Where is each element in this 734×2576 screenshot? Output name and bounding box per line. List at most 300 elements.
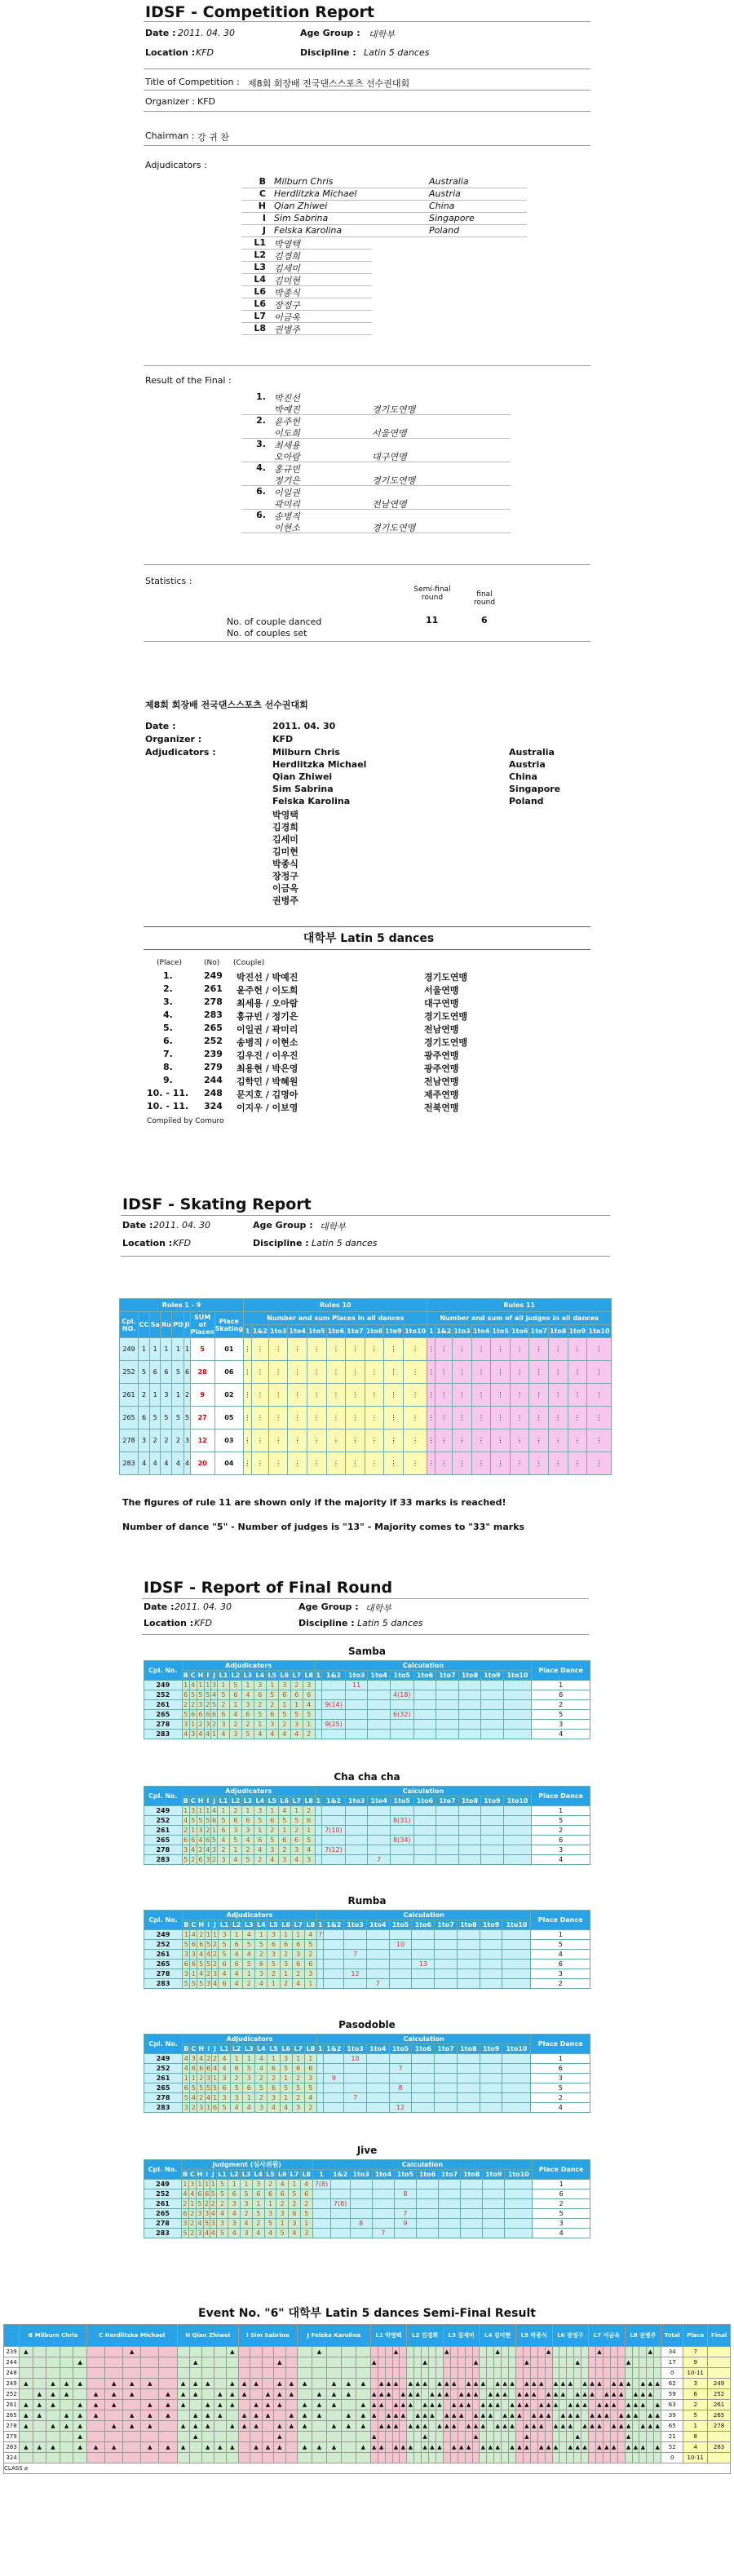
calc-cell <box>312 2229 330 2238</box>
rule11-cell: ⋮ <box>471 1452 491 1475</box>
mark: 1 <box>268 2054 280 2064</box>
mark: 5 <box>276 2229 289 2238</box>
semi-mark <box>20 2453 33 2463</box>
semi-mark: ▲ <box>341 2410 356 2421</box>
semi-mark <box>523 2453 530 2463</box>
semi-mark: ▲ <box>274 2357 285 2368</box>
semi-mark <box>238 2400 250 2410</box>
mark: 5 <box>197 1690 205 1700</box>
semi-mark <box>46 2453 60 2463</box>
mark: 1 <box>280 1930 292 1940</box>
semi-mark <box>407 2410 414 2421</box>
semi-mark: ▲ <box>177 2442 189 2453</box>
semi-mark <box>414 2357 422 2368</box>
mark: 4 <box>212 1980 218 1987</box>
semi-mark <box>509 2453 516 2463</box>
calc-col: 1to9 <box>480 2044 502 2054</box>
semi-mark <box>226 2432 238 2442</box>
semi-mark <box>632 2453 639 2463</box>
calc-cell: 7(12) <box>322 1845 346 1855</box>
semi-mark <box>250 2347 262 2357</box>
semi-place: 6 <box>683 2389 708 2400</box>
rule11-cell: ⋮ <box>510 1452 529 1475</box>
mark: 5 <box>254 1710 266 1720</box>
cpl-no: 278 <box>144 1720 183 1730</box>
calc-col: 1 <box>317 1921 323 1929</box>
calc-cell <box>436 1836 458 1845</box>
mark: 1 <box>304 2054 316 2064</box>
mark: 6 <box>205 2190 210 2198</box>
calc-cell <box>481 1710 503 1720</box>
semi-mark: ▲ <box>238 2389 250 2400</box>
mark: 1 <box>205 2181 210 2188</box>
rule10-cell: ⋮ <box>346 1338 365 1361</box>
rule11-cell: ⋮ <box>529 1407 549 1429</box>
calc-col: 1to10 <box>502 1920 531 1930</box>
mark: 4 <box>197 1730 205 1739</box>
mark: 2 <box>280 1950 292 1960</box>
semi-mark <box>274 2453 285 2463</box>
rule10-cell: ⋮ <box>403 1338 427 1361</box>
semi-mark: ▲ <box>141 2410 159 2421</box>
semi-mark: ▲ <box>494 2379 502 2389</box>
adj-code: H <box>198 1921 205 1929</box>
mark: 4 <box>218 1969 230 1979</box>
semi-mark <box>385 2400 392 2410</box>
mark: 3 <box>183 1969 190 1979</box>
calc-col: 1to5 <box>389 1920 412 1930</box>
semi-mark: ▲ <box>647 2410 654 2421</box>
subcol-header: 1to5 <box>491 1325 511 1338</box>
semi-mark <box>177 2432 189 2442</box>
semi-mark <box>487 2347 494 2357</box>
dance-table <box>144 2034 590 2113</box>
rule11-cell: ⋮ <box>491 1429 511 1452</box>
semi-cpl-no: 252 <box>4 2389 20 2400</box>
rule-11-header: Rules 11 <box>427 1299 612 1312</box>
calc-col: 1to8 <box>458 1671 480 1681</box>
semi-mark <box>545 2379 552 2389</box>
dance-title: Cha cha cha <box>334 1771 400 1783</box>
semi-cpl-no: 279 <box>4 2432 20 2442</box>
rule10-cell: ⋮ <box>365 1384 384 1407</box>
semi-mark: ▲ <box>458 2400 465 2410</box>
mark: 6 <box>183 2210 188 2217</box>
semi-mark <box>639 2453 647 2463</box>
rule11-cell: ⋮ <box>453 1384 472 1407</box>
semi-mark <box>443 2368 450 2379</box>
semi-mark: ▲ <box>610 2421 617 2432</box>
semi-mark <box>407 2368 414 2379</box>
calc-cell: 8 <box>350 2219 372 2229</box>
judge-header: C Herdlitzka Michael <box>86 2325 177 2347</box>
semi-mark <box>487 2368 494 2379</box>
place-dance: 6 <box>532 1690 590 1700</box>
adj-code: L6 <box>280 2044 292 2054</box>
semi-mark <box>530 2432 537 2442</box>
subcol-header: 1to6 <box>510 1325 529 1338</box>
mark: 6 <box>229 1690 241 1700</box>
final-row <box>144 1930 590 1940</box>
mark: 1 <box>228 2180 241 2189</box>
cpl-no: 278 <box>144 1969 183 1979</box>
dance-place: 2 <box>184 1384 190 1407</box>
calc-cell <box>457 2074 480 2083</box>
rule11-cell: ⋮ <box>427 1452 436 1475</box>
calc-cell <box>368 1836 390 1845</box>
semi-mark: ▲ <box>159 2389 177 2400</box>
mark: 3 <box>191 2055 196 2062</box>
adj-code: B <box>184 1921 189 1929</box>
summary-result-row: 8. 279 최용현 / 박은영 광주연맹 <box>163 1062 459 1074</box>
mark: 5 <box>278 1816 290 1826</box>
semi-mark <box>341 2442 356 2453</box>
calc-col: 1to6 <box>412 2044 435 2054</box>
rule10-cell: ⋮ <box>326 1452 346 1475</box>
rule10-cell: ⋮ <box>307 1384 327 1407</box>
place-dance: 1 <box>531 2054 590 2064</box>
semi-mark <box>385 2432 392 2442</box>
mark: 1 <box>268 1979 280 1989</box>
semi-mark <box>610 2410 617 2421</box>
semi-mark: ▲ <box>567 2442 574 2453</box>
calculation-header: Calculation <box>316 1911 531 1920</box>
mark: 5 <box>303 1710 315 1720</box>
dance-place: 1 <box>161 1338 172 1361</box>
semi-mark: ▲ <box>46 2389 60 2400</box>
stat-col-final: final round <box>473 590 496 607</box>
calc-col: 1to5 <box>394 2170 416 2180</box>
semi-mark: ▲ <box>385 2410 392 2421</box>
semi-place: 7 <box>683 2347 708 2357</box>
calc-cell <box>394 2180 416 2189</box>
semi-mark <box>189 2442 201 2453</box>
semi-mark: ▲ <box>647 2347 654 2357</box>
final-date-value: 2011. 04. 30 <box>175 1602 232 1612</box>
semi-mark <box>487 2379 494 2389</box>
mark: 2 <box>191 1856 196 1863</box>
semi-mark: ▲ <box>177 2379 189 2389</box>
semi-mark: ▲ <box>378 2442 385 2453</box>
semi-mark: ▲ <box>341 2389 356 2400</box>
calc-cell <box>457 1960 480 1969</box>
semi-mark <box>414 2453 422 2463</box>
semi-mark: ▲ <box>450 2410 458 2421</box>
semi-mark: ▲ <box>581 2389 589 2400</box>
dance-place: 3 <box>139 1429 150 1452</box>
judge-header: L1 박영택 <box>370 2325 407 2347</box>
calc-cell <box>457 2054 480 2064</box>
semi-mark <box>654 2347 661 2357</box>
adj-code: L2 <box>231 1920 243 1930</box>
dance-place: 4 <box>172 1452 184 1475</box>
semi-mark: ▲ <box>105 2400 123 2410</box>
mark: 3 <box>243 2074 255 2083</box>
semi-mark: ▲ <box>480 2410 487 2421</box>
dance-place: 4 <box>184 1452 190 1475</box>
calc-cell <box>436 1855 458 1865</box>
rule10-cell: ⋮ <box>251 1384 268 1407</box>
calc-cell <box>366 1960 389 1969</box>
mark: 6 <box>278 1690 290 1700</box>
mark: 2 <box>276 2199 289 2209</box>
calc-cell <box>483 2199 505 2209</box>
calc-cell <box>436 1816 458 1826</box>
semi-cpl-no: 265 <box>4 2410 20 2421</box>
rule11-cell: ⋮ <box>529 1338 549 1361</box>
semi-mark <box>537 2453 545 2463</box>
semi-mark: ▲ <box>407 2400 414 2410</box>
mark: 2 <box>205 2200 210 2207</box>
calc-cell <box>366 2083 389 2093</box>
mark: 4 <box>206 1951 211 1958</box>
subcol-header: 1&2 <box>436 1325 453 1338</box>
calc-cell <box>503 1710 532 1720</box>
semi-mark <box>378 2432 385 2442</box>
calc-col: 1to3 <box>345 1796 367 1806</box>
dance-header-cc: CC <box>139 1312 150 1338</box>
calc-cell <box>502 1950 531 1960</box>
mark: 2 <box>252 2219 264 2229</box>
semi-total: 62 <box>661 2379 683 2389</box>
adj-code: I <box>206 1920 212 1930</box>
rule10-cell: ⋮ <box>251 1407 268 1429</box>
rule11-cell: ⋮ <box>453 1407 472 1429</box>
calc-cell <box>458 1720 480 1730</box>
mark: 1 <box>197 1806 205 1816</box>
calc-cell: 7(10) <box>322 1826 346 1836</box>
semi-mark <box>214 2357 226 2368</box>
mark: 3 <box>206 1980 211 1987</box>
semi-mark: ▲ <box>487 2410 494 2421</box>
calc-cell <box>389 1969 412 1979</box>
semi-mark: ▲ <box>250 2379 262 2389</box>
semi-place: 10-11 <box>683 2368 708 2379</box>
adjudicator-row: L8 권병주 <box>241 323 372 335</box>
mark: 3 <box>276 2209 289 2219</box>
mark: 3 <box>266 1720 278 1730</box>
summary-result-row: 5. 265 이일권 / 곽미리 전남연맹 <box>163 1023 459 1035</box>
rule10-cell: ⋮ <box>403 1429 427 1452</box>
semi-mark <box>436 2453 443 2463</box>
semi-mark <box>567 2432 574 2442</box>
mark: 2 <box>264 2180 276 2189</box>
rule11-cell: ⋮ <box>510 1384 529 1407</box>
semi-mark: ▲ <box>105 2379 123 2389</box>
semi-mark: ▲ <box>262 2400 273 2410</box>
adjudicator-row: L1 박영택 <box>241 237 372 250</box>
calc-cell <box>435 2074 458 2083</box>
semi-mark: ▲ <box>480 2421 487 2432</box>
semi-mark <box>617 2400 625 2410</box>
result-row: 3. 최세용 오아람 대구연맹 <box>241 439 511 462</box>
mark: 2 <box>190 2210 195 2217</box>
calc-cell <box>344 1960 367 1969</box>
subcol-header: 1to7 <box>346 1325 365 1338</box>
semi-mark <box>589 2453 596 2463</box>
mark: 6 <box>254 1836 266 1845</box>
cpl-no: 249 <box>120 1338 139 1361</box>
mark: 3 <box>231 2093 243 2103</box>
semi-mark <box>574 2368 581 2379</box>
rule11-cell: ⋮ <box>587 1452 612 1475</box>
calc-cell: 10 <box>344 2054 367 2064</box>
calc-cell <box>502 2074 531 2083</box>
semi-mark <box>326 2368 341 2379</box>
semi-mark <box>647 2432 654 2442</box>
semi-mark <box>480 2432 487 2442</box>
mark: 2 <box>191 1701 196 1708</box>
semi-mark <box>639 2347 647 2357</box>
calc-cell <box>503 1730 532 1739</box>
semi-mark: ▲ <box>60 2379 73 2389</box>
mark: 5 <box>268 1960 280 1969</box>
mark: 2 <box>241 1845 254 1855</box>
semi-mark: ▲ <box>312 2410 326 2421</box>
semi-mark <box>487 2453 494 2463</box>
cpl-no: 249 <box>144 1806 183 1816</box>
mark: 5 <box>303 1836 315 1845</box>
calc-cell <box>315 1836 321 1845</box>
rule11-cell: ⋮ <box>427 1407 436 1429</box>
semi-mark: ▲ <box>625 2432 632 2442</box>
skating-note-2: Number of dance "5" - Number of judges is "13" - Majority comes to "33" marks <box>122 1522 525 1532</box>
adj-code: J <box>212 2044 219 2054</box>
mark: 6 <box>229 1816 241 1826</box>
semi-mark <box>159 2453 177 2463</box>
semi-mark <box>530 2453 537 2463</box>
mark: 1 <box>229 1700 241 1710</box>
semi-mark <box>177 2347 189 2357</box>
mark: 1 <box>241 1681 254 1690</box>
mark: 1 <box>252 2199 264 2209</box>
semi-mark: ▲ <box>589 2379 596 2389</box>
semi-mark <box>326 2357 341 2368</box>
mark: 5 <box>289 2189 301 2199</box>
mark: 4 <box>182 1816 189 1826</box>
calc-cell <box>316 2054 324 2064</box>
cpl-header: Cpl. No. <box>144 2160 182 2180</box>
result-row: 1. 박진선 박예진 경기도연맹 <box>241 391 511 415</box>
place-dance: 4 <box>532 1855 590 1865</box>
semi-mark <box>177 2453 189 2463</box>
calc-cell <box>322 1836 346 1845</box>
calc-cell <box>315 1700 321 1710</box>
calc-cell <box>413 1816 436 1826</box>
place-dance: 3 <box>532 1845 590 1855</box>
calc-cell <box>505 2209 533 2219</box>
semi-mark <box>632 2379 639 2389</box>
place-skating: 03 <box>214 1429 243 1452</box>
calc-cell <box>505 2199 533 2209</box>
final-row <box>144 2093 590 2103</box>
place-dance-header: Place Dance <box>531 1911 590 1930</box>
final-age-value: 대학부 <box>365 1603 391 1614</box>
mark: 2 <box>292 1969 304 1979</box>
semi-final-header: Final <box>708 2325 731 2347</box>
place-dance: 3 <box>533 2219 590 2229</box>
mark: 2 <box>268 2074 280 2083</box>
semi-mark: ▲ <box>647 2421 654 2432</box>
calc-cell <box>457 1950 480 1960</box>
calc-cell: 7 <box>372 2229 394 2238</box>
semi-mark: ▲ <box>647 2389 654 2400</box>
rule11-cell: ⋮ <box>510 1361 529 1384</box>
semi-mark <box>574 2379 581 2389</box>
semi-mark: ▲ <box>545 2442 552 2453</box>
final-result-list <box>241 391 511 533</box>
adjudicator-row: L3 김세미 <box>241 262 372 274</box>
calculation-header: Calculation <box>312 2160 533 2170</box>
semi-mark: ▲ <box>356 2442 370 2453</box>
cpl-no: 278 <box>144 1845 183 1855</box>
rule11-cell: ⋮ <box>510 1407 529 1429</box>
semi-mark <box>509 2368 516 2379</box>
semi-mark: ▲ <box>226 2379 238 2389</box>
adj-code: L8 <box>303 1796 315 1806</box>
calc-cell <box>458 1710 480 1720</box>
semi-mark <box>201 2347 214 2357</box>
semi-mark <box>552 2410 559 2421</box>
semi-mark <box>574 2347 581 2357</box>
calc-cell <box>345 1826 367 1836</box>
semi-row <box>4 2389 731 2400</box>
mark: 3 <box>183 2220 188 2227</box>
summary-adjudicator: 김세미 <box>272 834 298 845</box>
calc-cell <box>480 2064 502 2074</box>
semi-mark: ▲ <box>20 2421 33 2432</box>
calc-cell <box>435 2064 458 2074</box>
semi-mark <box>123 2368 141 2379</box>
calc-cell <box>481 1681 503 1690</box>
stat-row-set: No. of couples set <box>227 628 307 638</box>
calc-cell <box>345 1836 367 1845</box>
mark: 5 <box>241 1855 254 1865</box>
calc-cell <box>458 1700 480 1710</box>
calc-cell <box>435 2054 458 2064</box>
mark: 2 <box>212 1951 218 1958</box>
adj-code: I <box>204 2170 210 2180</box>
mark: 3 <box>191 1730 196 1738</box>
semi-mark <box>238 2442 250 2453</box>
mark: 4 <box>254 1845 266 1855</box>
mark: 5 <box>206 1941 211 1948</box>
calc-cell <box>480 2093 502 2103</box>
semi-mark <box>356 2389 370 2400</box>
semi-mark <box>285 2347 297 2357</box>
adjudicators-label: Adjudicators : <box>145 160 207 170</box>
semi-mark <box>46 2432 60 2442</box>
cpl-no: 265 <box>120 1407 139 1429</box>
calc-cell <box>413 1855 436 1865</box>
cpl-no: 249 <box>144 2054 183 2064</box>
calc-cell <box>412 1930 435 1940</box>
adj-code: C <box>190 1672 196 1679</box>
mark: 5 <box>266 1690 278 1700</box>
dance-place: 5 <box>172 1361 184 1384</box>
calc-cell <box>316 2103 324 2113</box>
subcol-header: 1to10 <box>587 1325 612 1338</box>
mark: 5 <box>218 1950 230 1960</box>
summary-adjudicator: 권병주 <box>272 895 298 906</box>
calc-cell <box>502 2083 531 2093</box>
adj-code: L3 <box>241 2170 253 2180</box>
summary-result-row: 10. - 11. 324 이지우 / 이보영 전북연맹 <box>147 1101 459 1113</box>
calc-cell <box>372 2219 394 2229</box>
rule11-cell: ⋮ <box>436 1384 453 1407</box>
mark: 1 <box>303 1720 315 1730</box>
subcol-header: 1to3 <box>453 1325 472 1338</box>
